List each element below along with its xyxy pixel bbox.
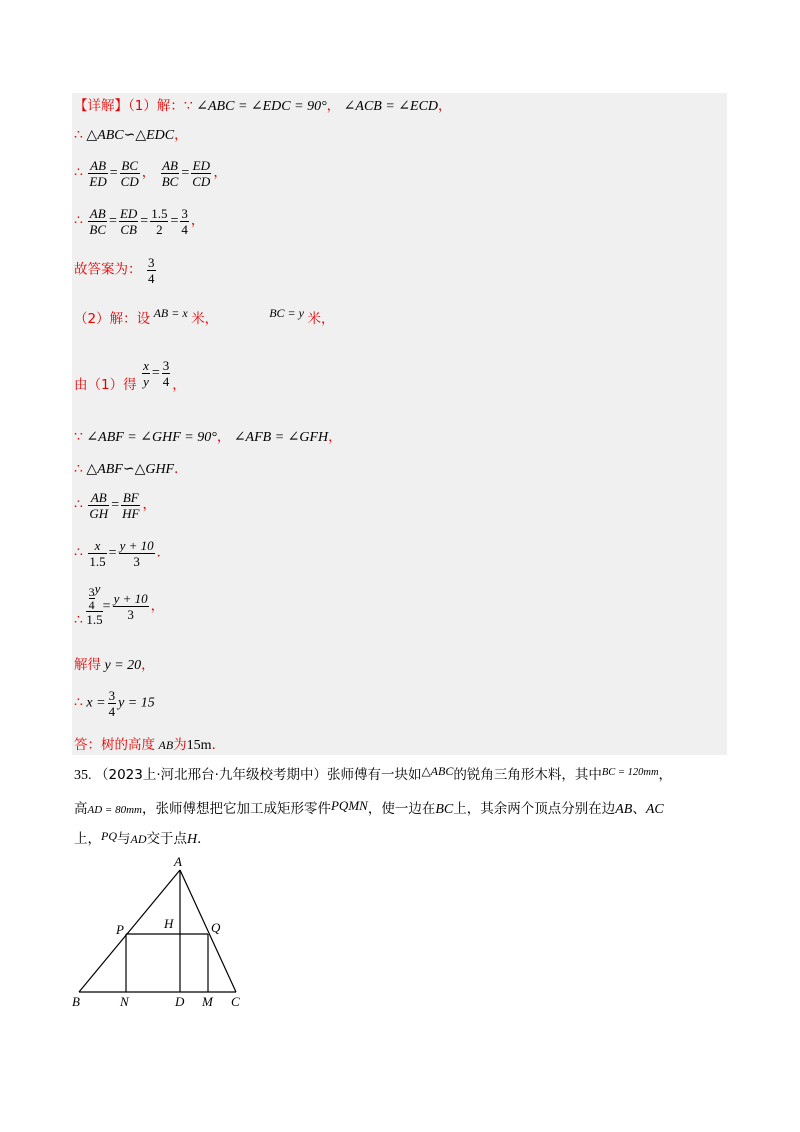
- problem-35-line-1: 35. （2023上·河北邢台·九年级校考期中）张师傅有一块如△ABC的锐角三角形木料，其中$^{BC = 120mm}$，: [74, 764, 673, 783]
- solution-line-b3: ∴ $\frac{AB}{GH}$ = $\frac{BF}{HF}$ ，: [74, 490, 156, 521]
- solution-line-b5: ∴ $\frac{3}{4}$ y 1.5 = $\frac{y + 10}{3}$ ，: [74, 581, 165, 628]
- problem-35-line-2: 高AD = 80mm，张师傅想把它加工成矩形零件PQMN，使一边在BC上，其余两个顶点分别在边AB、AC: [74, 798, 664, 817]
- fraction: $\frac{ED}{CD}$: [192, 158, 211, 189]
- fraction: $\frac{3}{4}$: [108, 688, 116, 719]
- label-n: N: [120, 994, 129, 1009]
- part2-line: （2）解：设 AB = x 米， BC = y 米，: [74, 306, 335, 327]
- label-a: A: [174, 854, 182, 869]
- fraction: $\frac{AB}{ED}$: [89, 158, 107, 189]
- solution-line-b4: ∴ $\frac{x}{1.5}$ = $\frac{y + 10}{3}$ ．: [74, 538, 171, 569]
- solution-line-1: 【详解】（1）解：∵ ∠ABC = ∠EDC = 90°， ∠ACB = ∠ECD，: [74, 98, 452, 114]
- solve-line: 解得 y = 20，: [74, 657, 155, 673]
- fraction: $\frac{AB}{GH}$: [89, 490, 109, 521]
- fraction: $\frac{3}{4}$: [181, 206, 188, 237]
- fraction: $\frac{3}{4}$: [162, 358, 170, 389]
- solution-line-3: ∴ $\frac{AB}{ED}$ = $\frac{BC}{CD}$ ， $\frac{AB}{BC}$ = $\frac{ED}{CD}$ ，: [74, 158, 227, 189]
- label-q: Q: [211, 920, 221, 935]
- because-symbol: ∵: [183, 99, 193, 114]
- problem-number: 35.: [74, 768, 92, 783]
- therefore-symbol: ∴: [74, 128, 83, 143]
- complex-fraction: $\frac{3}{4}$ y 1.5: [86, 581, 103, 627]
- fraction: $\frac{ED}{CB}$: [119, 206, 138, 237]
- solution-line-2: ∴ △ABC∽△EDC，: [74, 127, 188, 143]
- label-p: P: [116, 922, 124, 937]
- answer-fraction: $\frac{3}{4}$: [148, 255, 155, 286]
- label-d: D: [175, 994, 185, 1009]
- x-line: ∴ x = $\frac{3}{4}$ y = 15: [74, 688, 155, 719]
- answer-line-1: 故答案为： $\frac{3}{4}$: [74, 255, 155, 286]
- fraction: $\frac{x}{1.5}$: [89, 538, 106, 569]
- segment-ac: [180, 870, 236, 992]
- fraction: $\frac{y + 10}{3}$: [119, 538, 154, 569]
- label-b: B: [72, 994, 80, 1009]
- label-h: H: [164, 916, 174, 931]
- detail-tag: 【详解】: [74, 98, 128, 114]
- final-answer-line: 答：树的高度 AB为15m．: [74, 737, 226, 753]
- solution-line-4: ∴ $\frac{AB}{BC}$ = $\frac{ED}{CB}$ = $\frac{1.5}{2}$ = $\frac{3}{4}$ ，: [74, 206, 205, 237]
- fraction: $\frac{BF}{HF}$: [122, 490, 140, 521]
- solution-line-b1: ∵ ∠ABF = ∠GHF = 90°， ∠AFB = ∠GFH，: [74, 429, 342, 445]
- segment-ab: [79, 870, 180, 992]
- problem-35-line-3: 上，PQ与AD交于点H．: [74, 829, 211, 847]
- fraction: $\frac{AB}{BC}$: [89, 206, 107, 237]
- label-c: C: [231, 994, 240, 1009]
- fraction: $\frac{AB}{BC}$: [161, 158, 179, 189]
- from-part1-line: 由（1）得 $\frac{x}{y}$ = $\frac{3}{4}$ ，: [74, 358, 186, 393]
- fraction: $\frac{BC}{CD}$: [120, 158, 139, 189]
- fraction: $\frac{1.5}{2}$: [151, 206, 168, 237]
- fraction: $\frac{y + 10}{3}$: [113, 591, 148, 622]
- solution-box: [72, 93, 727, 755]
- solution-line-b2: ∴ △ABF∽△GHF．: [74, 461, 188, 477]
- fraction: $\frac{x}{y}$: [143, 358, 149, 389]
- label-m: M: [202, 994, 213, 1009]
